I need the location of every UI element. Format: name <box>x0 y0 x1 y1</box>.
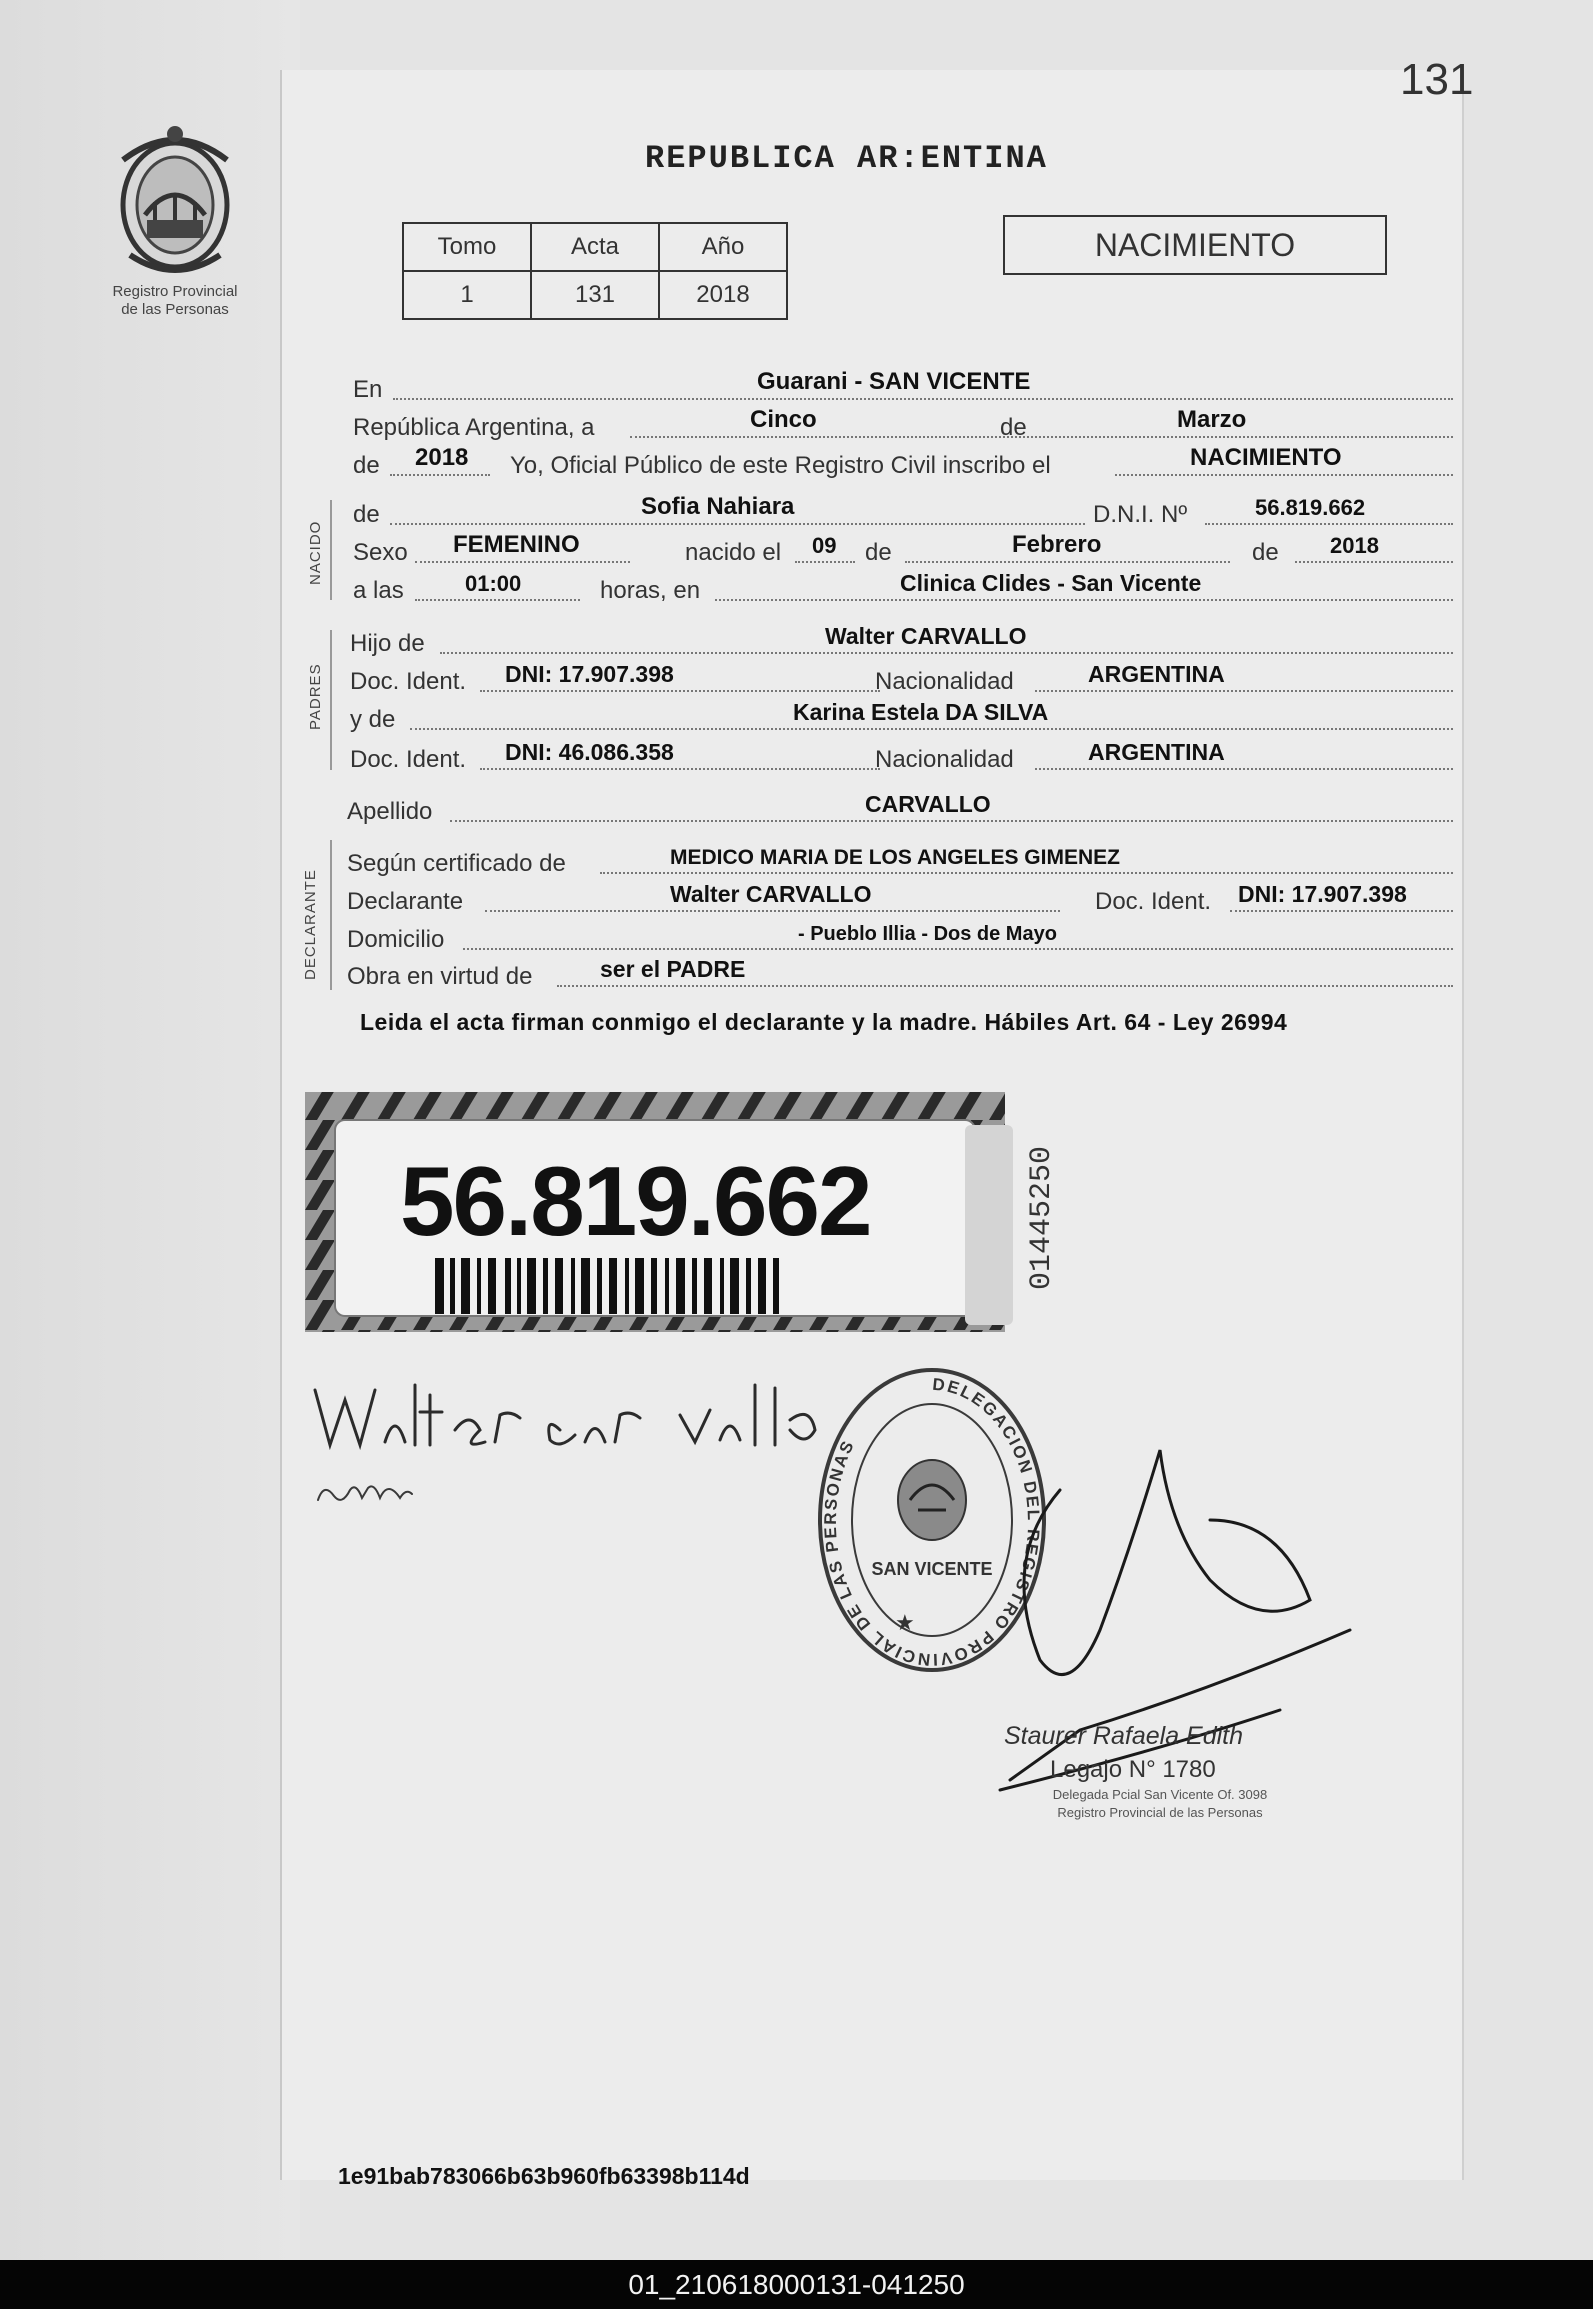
row-oficial <box>345 444 1453 482</box>
dotted-line <box>795 561 855 563</box>
dotted-line <box>440 652 1453 654</box>
de-label: de <box>1000 414 1027 441</box>
yde-label: y de <box>350 706 396 733</box>
section-rule-padres <box>330 630 332 770</box>
nac-label-2: Nacionalidad <box>875 746 1014 773</box>
de-label-4: de <box>865 539 892 566</box>
hora-value: 01:00 <box>465 571 522 596</box>
document-title: REPUBLICA AR:ENTINA <box>645 140 1048 177</box>
dotted-line <box>415 561 630 563</box>
row-padre-doc <box>345 660 1453 698</box>
record-table-header-tomo: Tomo <box>403 223 531 271</box>
dotted-line <box>630 436 1453 438</box>
record-table-value-acta: 131 <box>531 271 659 319</box>
cert-label: Según certificado de <box>347 850 566 877</box>
madre-doc: DNI: 46.086.358 <box>505 739 674 765</box>
dotted-line <box>450 820 1453 822</box>
dotted-line <box>1230 910 1453 912</box>
stamp-ring-text: DELEGACION DEL REGISTRO PROVINCIAL DE LAS PERSONAS <box>820 1374 1044 1670</box>
obra-label: Obra en virtud de <box>347 963 533 990</box>
nacido-label: nacido el <box>685 539 782 566</box>
nacido-day: 09 <box>812 533 837 558</box>
document-hash: 1e91bab783066b63b960fb63398b114d <box>338 2163 750 2189</box>
dotted-line <box>390 523 1085 525</box>
dotted-line <box>1295 561 1453 563</box>
sexo-value: FEMENINO <box>453 531 580 558</box>
logo-caption <box>85 283 265 319</box>
nombre-value: Sofia Nahiara <box>641 493 795 520</box>
declarante-label: Declarante <box>347 888 464 915</box>
dotted-line <box>480 768 880 770</box>
stamp-center-text: SAN VICENTE <box>871 1559 993 1579</box>
official-office-line-2: Registro Provincial de las Personas <box>1057 1805 1263 1820</box>
footer-file-label: 01_210618000131-041250 <box>0 2260 1593 2309</box>
apellido-value: CARVALLO <box>865 791 991 817</box>
obra-value: ser el PADRE <box>600 956 746 982</box>
row-padre <box>345 622 1453 660</box>
dni-label: D.N.I. Nº <box>1093 501 1188 528</box>
dotted-line <box>390 474 490 476</box>
doc-label-3: Doc. Ident. <box>1095 888 1212 915</box>
domicilio-label: Domicilio <box>347 926 445 953</box>
nacido-year: 2018 <box>1330 533 1379 558</box>
alas-label: a las <box>353 577 404 604</box>
apellido-label: Apellido <box>347 798 433 825</box>
padre-nac: ARGENTINA <box>1088 661 1225 687</box>
record-table-header-acta: Acta <box>531 223 659 271</box>
record-type-box: NACIMIENTO <box>1003 215 1387 275</box>
record-table-value-ano: 2018 <box>659 271 787 319</box>
dotted-line <box>480 690 880 692</box>
madre-nac: ARGENTINA <box>1088 739 1225 765</box>
row-obra <box>345 955 1453 993</box>
row-certificado <box>345 842 1453 880</box>
section-rule-nacido <box>330 500 332 600</box>
republica-label: República Argentina, a <box>353 414 595 441</box>
logo-caption-line-1: Registro Provincial <box>112 283 238 300</box>
row-hora <box>345 569 1453 607</box>
en-label: En <box>353 376 383 403</box>
side-label-padres: PADRES <box>307 663 324 730</box>
official-name: Staurer Rafaela Edith <box>1004 1722 1244 1750</box>
de-label-3: de <box>353 501 380 528</box>
cert-value: MEDICO MARIA DE LOS ANGELES GIMENEZ <box>670 846 1120 869</box>
official-office <box>1010 1786 1310 1822</box>
svg-text:★: ★ <box>895 1611 915 1636</box>
day-value: Cinco <box>750 406 817 433</box>
record-table-header-ano: Año <box>659 223 787 271</box>
nac-label: Nacionalidad <box>875 668 1014 695</box>
doc-label-2: Doc. Ident. <box>350 746 467 773</box>
row-en <box>345 368 1453 406</box>
dotted-line <box>715 599 1453 601</box>
de-label-5: de <box>1252 539 1279 566</box>
dotted-line <box>1035 768 1453 770</box>
year-value: 2018 <box>415 444 469 471</box>
sexo-label: Sexo <box>353 539 408 566</box>
row-republica <box>345 406 1453 444</box>
hijo-label: Hijo de <box>350 630 425 657</box>
dni-value: 56.819.662 <box>1255 495 1366 520</box>
row-madre-doc <box>345 738 1453 776</box>
row-nombre <box>345 493 1453 531</box>
sticker-dni-number: 56.819.662 <box>400 1146 871 1256</box>
domicilio-value: - Pueblo Illia - Dos de Mayo <box>798 923 1057 945</box>
inscribo-value: NACIMIENTO <box>1190 444 1342 471</box>
dotted-line <box>463 948 1453 950</box>
dotted-line <box>393 398 1453 400</box>
side-label-declarante: DECLARANTE <box>302 869 319 980</box>
registry-coat-of-arms-logo <box>105 120 245 280</box>
horas-label: horas, en <box>600 577 701 604</box>
dotted-line <box>905 561 1230 563</box>
declarante-doc: DNI: 17.907.398 <box>1238 881 1407 907</box>
lugar-value: Clinica Clides - San Vicente <box>900 570 1202 596</box>
en-value: Guarani - SAN VICENTE <box>757 368 1031 395</box>
row-sexo <box>345 531 1453 569</box>
logo-caption-line-2: de las Personas <box>121 301 229 318</box>
side-label-nacido: NACIDO <box>307 520 324 585</box>
closing-statement: Leida el acta firman conmigo el declarante y la madre. Hábiles Art. 64 - Ley 26994 <box>360 1009 1288 1035</box>
padre-value: Walter CARVALLO <box>825 623 1027 649</box>
left-margin-shade <box>0 0 300 2260</box>
padre-doc: DNI: 17.907.398 <box>505 661 674 687</box>
row-domicilio <box>345 918 1453 956</box>
official-legajo: Legajo N° 1780 <box>1050 1756 1216 1783</box>
declarante-value: Walter CARVALLO <box>670 881 872 907</box>
doc-label: Doc. Ident. <box>350 668 467 695</box>
dotted-line <box>1205 523 1453 525</box>
record-table-header-row <box>403 223 787 271</box>
dotted-line <box>410 728 1453 730</box>
dotted-line <box>1035 690 1453 692</box>
record-table <box>402 222 788 320</box>
dotted-line <box>415 599 580 601</box>
record-table-value-tomo: 1 <box>403 271 531 319</box>
dotted-line <box>600 872 1453 874</box>
dotted-line <box>485 910 1060 912</box>
month-value: Marzo <box>1177 406 1247 433</box>
section-rule-declarante <box>330 840 332 990</box>
dotted-line <box>557 985 1453 987</box>
record-table-value-row <box>403 271 787 319</box>
row-madre <box>345 698 1453 736</box>
row-declarante <box>345 880 1453 918</box>
row-apellido <box>345 790 1453 828</box>
page-number: 131 <box>1400 55 1474 104</box>
sticker-serial-code: 01445250 <box>1025 1145 1059 1290</box>
oficial-text: Yo, Oficial Público de este Registro Civil inscribo el <box>510 452 1051 479</box>
dotted-line <box>1115 474 1453 476</box>
official-office-line-1: Delegada Pcial San Vicente Of. 3098 <box>1052 1787 1268 1802</box>
madre-value: Karina Estela DA SILVA <box>793 699 1049 725</box>
nacido-month: Febrero <box>1012 531 1102 558</box>
de-label-2: de <box>353 452 380 479</box>
